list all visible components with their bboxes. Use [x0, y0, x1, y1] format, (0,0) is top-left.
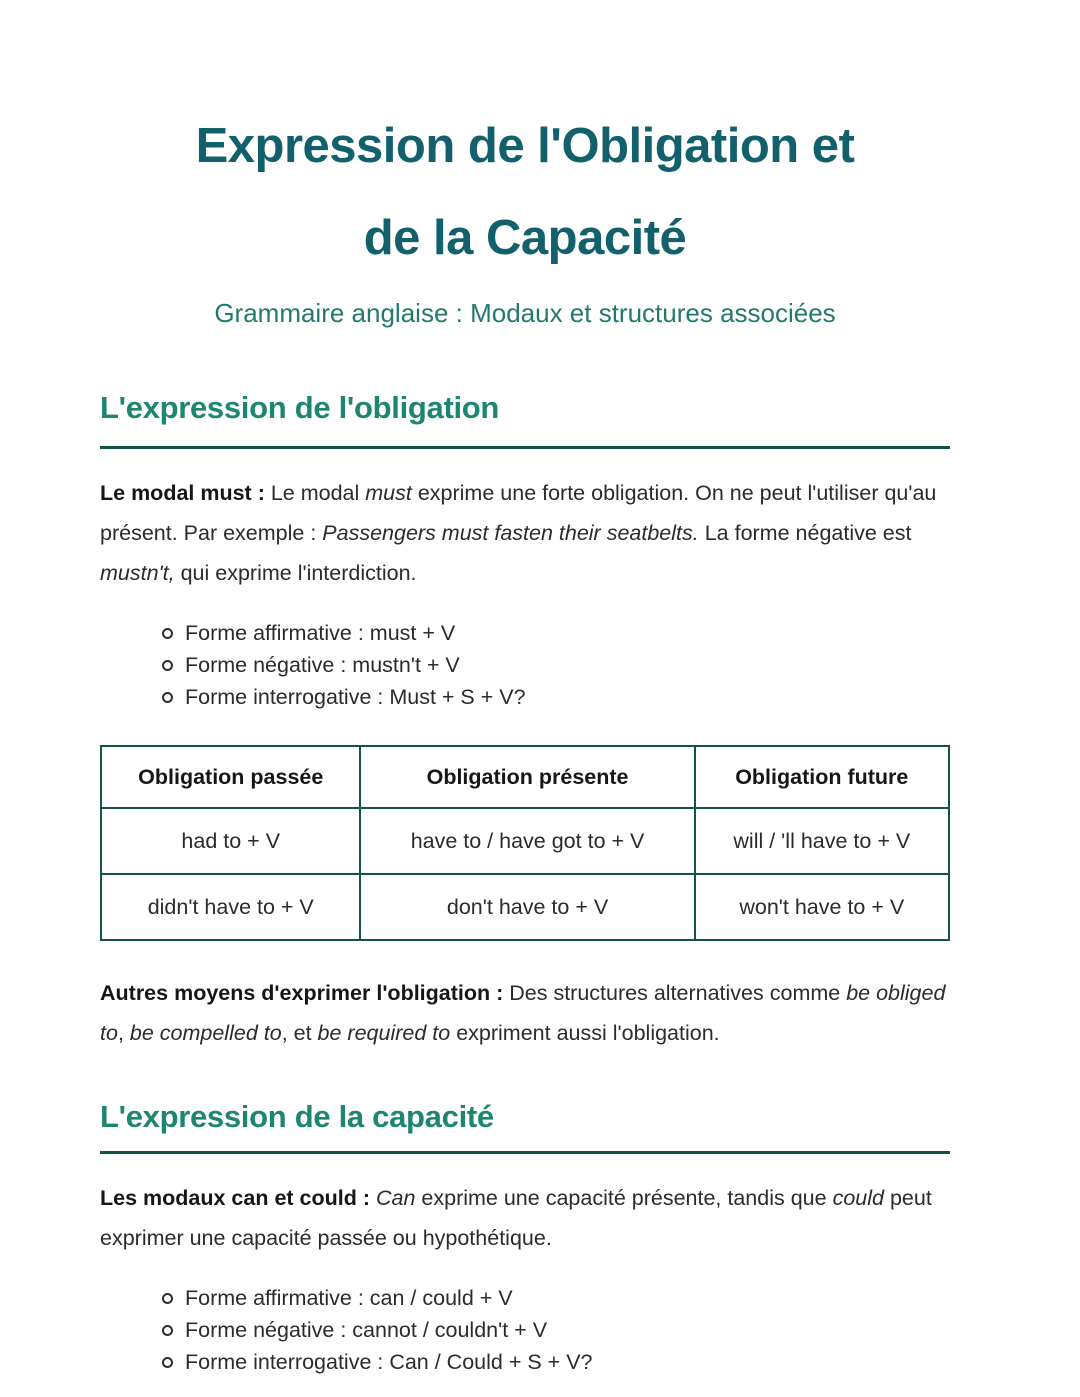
- text-run-bold: Les modaux can et could :: [100, 1186, 370, 1210]
- text-run: Des structures alternatives comme: [503, 981, 847, 1005]
- list-item: Forme affirmative : must + V: [185, 617, 950, 649]
- text-run-bold: Le modal must :: [100, 481, 265, 505]
- text-run: , et: [281, 1021, 318, 1045]
- text-run-italic: must: [365, 481, 412, 505]
- section-heading-capacite: L'expression de la capacité: [100, 1099, 494, 1134]
- list-item: Forme négative : cannot / couldn't + V: [185, 1314, 950, 1346]
- table-row: [101, 874, 949, 940]
- page-title: [100, 100, 950, 284]
- text-run-italic: mustn't,: [100, 561, 175, 585]
- section-divider: [100, 446, 950, 449]
- text-run-italic: Passengers must fasten their seatbelts.: [322, 521, 699, 545]
- table-cell: won't have to + V: [695, 874, 949, 940]
- page-subtitle: Grammaire anglaise : Modaux et structures associées: [214, 298, 836, 328]
- paragraph-modal-must: [100, 473, 950, 593]
- table-cell: have to / have got to + V: [360, 808, 694, 874]
- paragraph-autres-moyens: [100, 973, 950, 1053]
- table-header-cell: Obligation présente: [360, 746, 694, 808]
- text-run: ,: [117, 1021, 130, 1045]
- text-run-italic: could: [832, 1186, 884, 1210]
- paragraph-can-could: [100, 1178, 950, 1258]
- page-title-line-1: Expression de l'Obligation et: [195, 119, 855, 173]
- page-title-line-2: de la Capacité: [363, 211, 687, 265]
- text-run-bold: Autres moyens d'exprimer l'obligation :: [100, 981, 504, 1005]
- document-content: [100, 100, 950, 1378]
- table-header-cell: Obligation future: [695, 746, 949, 808]
- text-run: exprime une capacité présente, tandis que: [415, 1186, 833, 1210]
- section-heading-obligation: L'expression de l'obligation: [100, 390, 500, 425]
- list-item: Forme affirmative : can / could + V: [185, 1282, 950, 1314]
- capacite-forms-list: [100, 1282, 950, 1378]
- text-run-italic: be required to: [317, 1021, 451, 1045]
- table-header-row: [101, 746, 949, 808]
- list-item: Forme négative : mustn't + V: [185, 649, 950, 681]
- text-run: qui exprime l'interdiction.: [174, 561, 417, 585]
- obligation-forms-list: [100, 617, 950, 713]
- table-cell: had to + V: [101, 808, 360, 874]
- table-cell: will / 'll have to + V: [695, 808, 949, 874]
- text-run-italic: be obliged to: [100, 981, 946, 1045]
- text-run: La forme négative est: [698, 521, 912, 545]
- section-divider: [100, 1151, 950, 1154]
- list-item: Forme interrogative : Must + S + V?: [185, 681, 950, 713]
- text-run-italic: Can: [375, 1186, 416, 1210]
- table-row: [101, 808, 949, 874]
- text-run: exprime une forte obligation. On ne peut l'utiliser qu'au présent. Par exemple :: [100, 481, 937, 545]
- table-cell: didn't have to + V: [101, 874, 360, 940]
- text-run: expriment aussi l'obligation.: [450, 1021, 720, 1045]
- table-cell: don't have to + V: [360, 874, 694, 940]
- text-run: peut exprimer une capacité passée ou hypothétique.: [100, 1186, 932, 1250]
- table-header-cell: Obligation passée: [101, 746, 360, 808]
- text-run-italic: be compelled to: [129, 1021, 282, 1045]
- list-item: Forme interrogative : Can / Could + S + V?: [185, 1346, 950, 1378]
- text-run: Le modal: [264, 481, 366, 505]
- obligation-tenses-table: [100, 745, 950, 941]
